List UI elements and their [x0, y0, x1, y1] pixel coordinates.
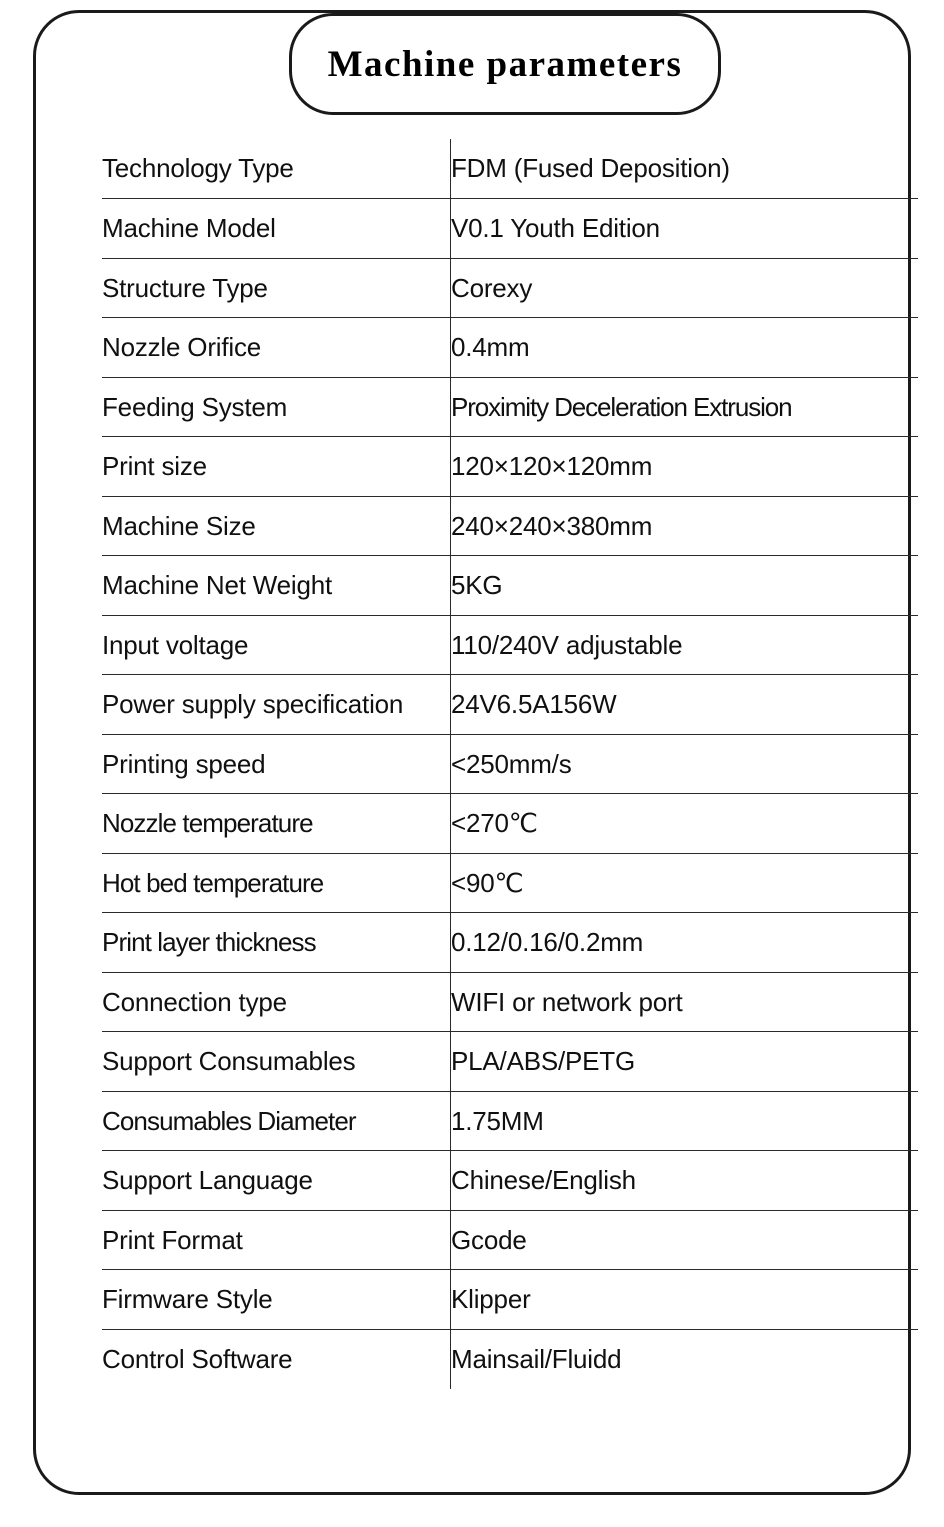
- table-row: [102, 139, 918, 199]
- param-name-cell: [102, 1270, 451, 1330]
- param-name: Support Language: [102, 1165, 313, 1196]
- param-name-cell: [102, 853, 451, 913]
- param-value: 120×120×120mm: [451, 451, 653, 482]
- param-value: <270℃: [451, 808, 538, 839]
- param-name-cell: [102, 318, 451, 378]
- param-value: Proximity Deceleration Extrusion: [451, 391, 792, 422]
- param-value: 110/240V adjustable: [451, 629, 683, 660]
- param-name-cell: [102, 377, 451, 437]
- param-name: Technology Type: [102, 153, 294, 184]
- param-value: V0.1 Youth Edition: [451, 213, 660, 244]
- param-name-cell: [102, 1032, 451, 1092]
- spec-table-wrapper: [102, 139, 918, 1389]
- param-value-cell: [451, 437, 919, 497]
- param-value: 0.12/0.16/0.2mm: [451, 927, 644, 958]
- param-value-cell: [451, 139, 919, 199]
- param-value-cell: [451, 1151, 919, 1211]
- param-name-cell: [102, 794, 451, 854]
- param-name: Structure Type: [102, 272, 268, 303]
- param-value: 24V6.5A156W: [451, 689, 617, 720]
- page-title: Machine parameters: [327, 43, 683, 85]
- param-name-cell: [102, 556, 451, 616]
- table-row: [102, 199, 918, 259]
- table-row: [102, 1032, 918, 1092]
- param-name-cell: [102, 437, 451, 497]
- param-value: Klipper: [451, 1284, 531, 1315]
- param-value-cell: [451, 318, 919, 378]
- param-name: Printing speed: [102, 748, 266, 779]
- param-value-cell: [451, 556, 919, 616]
- param-name: Machine Size: [102, 510, 256, 541]
- table-row: [102, 972, 918, 1032]
- param-value-cell: [451, 258, 919, 318]
- param-value-cell: [451, 615, 919, 675]
- table-row: [102, 377, 918, 437]
- param-name: Machine Model: [102, 213, 276, 244]
- param-value-cell: [451, 496, 919, 556]
- table-row: [102, 1329, 918, 1389]
- param-name: Power supply specification: [102, 689, 404, 720]
- param-name: Print Format: [102, 1224, 243, 1255]
- param-value: <90℃: [451, 867, 524, 898]
- param-name: Nozzle Orifice: [102, 332, 262, 363]
- param-value-cell: [451, 1270, 919, 1330]
- table-row: [102, 318, 918, 378]
- param-name-cell: [102, 615, 451, 675]
- param-name: Input voltage: [102, 629, 249, 660]
- param-value-cell: [451, 853, 919, 913]
- param-name: Connection type: [102, 986, 287, 1017]
- param-name: Firmware Style: [102, 1284, 273, 1315]
- param-value-cell: [451, 1032, 919, 1092]
- table-row: [102, 556, 918, 616]
- param-value: 240×240×380mm: [451, 510, 653, 541]
- param-value: 1.75MM: [451, 1105, 544, 1136]
- param-name-cell: [102, 1151, 451, 1211]
- table-row: [102, 1210, 918, 1270]
- table-row: [102, 675, 918, 735]
- table-row: [102, 1270, 918, 1330]
- param-value-cell: [451, 1091, 919, 1151]
- param-name-cell: [102, 496, 451, 556]
- param-name-cell: [102, 199, 451, 259]
- param-name: Nozzle temperature: [102, 808, 313, 839]
- param-value: Gcode: [451, 1224, 527, 1255]
- param-value-cell: [451, 972, 919, 1032]
- param-name-cell: [102, 139, 451, 199]
- param-value: FDM (Fused Deposition): [451, 153, 730, 184]
- table-row: [102, 913, 918, 973]
- table-row: [102, 437, 918, 497]
- param-name-cell: [102, 675, 451, 735]
- param-name: Print size: [102, 451, 207, 482]
- param-name-cell: [102, 1210, 451, 1270]
- param-value-cell: [451, 1329, 919, 1389]
- param-value-cell: [451, 675, 919, 735]
- param-name: Machine Net Weight: [102, 570, 333, 601]
- param-value-cell: [451, 199, 919, 259]
- param-name-cell: [102, 258, 451, 318]
- param-value: Corexy: [451, 272, 533, 303]
- table-row: [102, 734, 918, 794]
- table-row: [102, 1151, 918, 1211]
- param-value: Mainsail/Fluidd: [451, 1343, 622, 1374]
- table-row: [102, 853, 918, 913]
- table-row: [102, 496, 918, 556]
- param-name-cell: [102, 734, 451, 794]
- param-value-cell: [451, 794, 919, 854]
- param-value: PLA/ABS/PETG: [451, 1046, 636, 1077]
- table-row: [102, 615, 918, 675]
- table-row: [102, 258, 918, 318]
- table-row: [102, 794, 918, 854]
- spec-table: [102, 139, 918, 1389]
- title-pill: [289, 13, 721, 115]
- param-name-cell: [102, 1329, 451, 1389]
- param-name-cell: [102, 913, 451, 973]
- param-value-cell: [451, 913, 919, 973]
- param-name: Print layer thickness: [102, 927, 316, 958]
- param-name: Support Consumables: [102, 1046, 356, 1077]
- param-value-cell: [451, 377, 919, 437]
- param-value-cell: [451, 1210, 919, 1270]
- param-name-cell: [102, 972, 451, 1032]
- param-value: WIFI or network port: [451, 986, 683, 1017]
- param-name: Consumables Diameter: [102, 1105, 356, 1136]
- param-name: Control Software: [102, 1343, 293, 1374]
- param-value: 5KG: [451, 570, 503, 601]
- param-value: <250mm/s: [451, 748, 572, 779]
- param-name-cell: [102, 1091, 451, 1151]
- param-value: 0.4mm: [451, 332, 530, 363]
- param-name: Hot bed temperature: [102, 867, 324, 898]
- param-value-cell: [451, 734, 919, 794]
- param-value: Chinese/English: [451, 1165, 636, 1196]
- spec-card: [33, 10, 911, 1495]
- param-name: Feeding System: [102, 391, 288, 422]
- table-row: [102, 1091, 918, 1151]
